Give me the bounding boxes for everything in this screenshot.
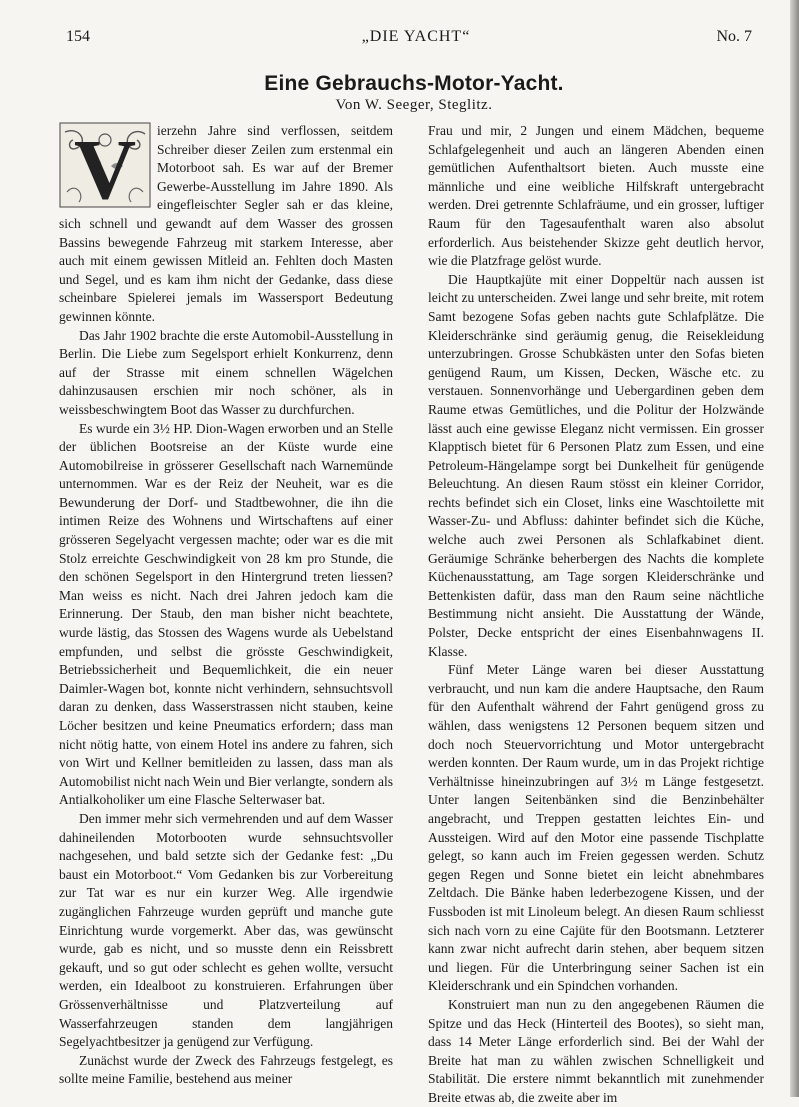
paragraph: Das Jahr 1902 brachte die erste Automobil-Ausstellung in Berlin. Die Liebe zum Segelsport erhielt Konkurrenz, denn auf der Strasse mit einem schnellen Wägelchen dahinzusausen erschien mir noch schöner, als in weissbeschwingtem Boot das Wasser zu durchfurchen. — [59, 327, 393, 417]
article-title: Eine Gebrauchs-Motor-Yacht. — [264, 72, 564, 95]
paragraph-text: ierzehn Jahre sind verflossen, seitdem Schreiber dieser Zeilen zum erstenmal ein Motorboot sah. Es war auf der Bremer Gewerbe-Ausstellung im Jahre 1890. Als eingefleischter Segler sah er das kleine, sich schnell und gewandt auf dem Wasser des grossen Bassins bewegende Fahrzeug mit starkem Interesse, aber auch mit einem gewissen Mitleid an. Fehlten doch Masten und Segel, und es kam ihm nicht der Gedanke, dass diese scheinbare Spielerei jemals im Wassersport Bedeutung gewinnen könnte. — [59, 123, 393, 324]
article-byline: Von W. Seeger, Steglitz. — [335, 97, 493, 113]
paragraph: Es wurde ein 3½ HP. Dion-Wagen erworben und an Stelle der üblichen Bootsreise an der Küste wurde eine Automobilreise in grösserer Gesellschaft nach Warnemünde unternommen. War es der Reiz der Neuheit, war es die Bewunderung der Dorf- und Stadtbewohner, die ihn die intimen Reize des Wohnens und Wirtschaftens auf einer grösseren Segelyacht vergessen machte; oder war es die mit Stolz erreichte Geschwindigkeit von 28 km pro Stunde, die den schönen Segelsport in den Hintergrund treten liessen? Man weiss es nicht. Nach drei Jahren jedoch kam die Erinnerung. Der Staub, den man bisher nicht beachtete, wurde lästig, das Stossen des Wagens wurde als Uebelstand empfunden, und selbst die grösste Geschwindigkeit, Betriebssicherheit und Bequemlichkeit, die ein neuer Daimler-Wagen bot, konnte nicht verhindern, sehnsuchtsvoll daran zu denken, dass Wasserstrassen nicht stauben, keine Löcher besitzen und keine Pneumatics erfordern; dass man nicht nötig hatte, von einem Hotel ins andere zu fahren, sich von Wirt und Kellner bemitleiden zu lassen, dass man als Automobilist nicht nach Wein und Bier verlangte, sondern als Antialkoholiker um eine Flasche Selterwaser bat. — [59, 420, 393, 808]
left-column — [59, 122, 393, 1089]
right-column — [428, 122, 764, 1107]
paragraph: Konstruiert man nun zu den angegebenen Räumen die Spitze und das Heck (Hinterteil des Bootes), so sieht man, dass 14 Meter Länge erforderlich sind. Bei der Wahl der Breite hat man zu wählen zwischen Schnelligkeit und Stabilität. Die erstere nimmt bekanntlich mit zunehmender Breite etwas ab, die zweite aber im — [428, 996, 764, 1105]
paragraph: Den immer mehr sich vermehrenden und auf dem Wasser dahineilenden Motorbooten wurde sehnsuchtsvoller nachgesehen, und bald setzte sich der Gedanke fest: „Du baust ein Motorboot.“ Vom Gedanken bis zur Vorbereitung zur Tat war es nur ein kurzer Weg. Alle irgendwie zugänglichen Fahrzeuge wurden geprüft und manche gute Einrichtung wurde vorgemerkt. Aber das, was gewünscht wurde, gab es nicht, und so musste denn ein Reissbrett gekauft, und so gut oder schlecht es gehen wollte, versucht werden, ein Idealboot zu konstruieren. Erfahrungen über Grössenverhältnisse und Platzverteilung auf Wasserfahrzeugen standen dem langjährigen Segelyachtbesitzer ja genügend zur Verfügung. — [59, 810, 393, 1050]
decorated-initial-v — [59, 122, 151, 208]
drop-cap-letter: V — [73, 122, 137, 208]
paragraph — [59, 122, 393, 327]
paragraph: Fünf Meter Länge waren bei dieser Ausstattung verbraucht, und nun kam die andere Hauptsache, den Raum für den Aufenthalt während der Fahrt genügend gross zu wählen, dass wenigstens 12 Personen bequem sitzen und doch noch Steuervorrichtung und Motor untergebracht werden konnten. Der Raum wurde, um in das Projekt richtige Verhältnisse hineinzubringen auf 3½ m Länge festgesetzt. Unter langen Seitenbänken sind die Benzinbehälter angebracht, und Treppen gestatten leichtes Ein- und Aussteigen. Wird auf den Motor eine passende Tischplatte gelegt, so kann auch im Freien gegessen werden. Schutz gegen Regen und Sonne bietet ein leicht abnehmbares Zeltdach. Die Bänke haben lederbezogene Kissen, und der Fussboden ist mit Linoleum belegt. An diesen Raum schliesst sich nach vorn zu eine Cajüte für den Bootsmann. Letzterer kann zwar nicht aufrecht darin stehen, aber bequem sitzen und liegen. Für die Unterbringung seiner Sachen ist ein Kleiderschrank und ein Spindchen vorhanden. — [428, 662, 764, 994]
running-header — [66, 28, 766, 48]
paragraph: Die Hauptkajüte mit einer Doppeltür nach aussen ist leicht zu unterscheiden. Zwei lange und sehr breite, mit rotem Samt bezogene Sofas geben nachts gute Schlafplätze. Die Kleiderschränke sind geräumig genug, die Reisekleidung unterzubringen. Grosse Schubkästen unter den Sofas bieten genügend Raum, um Kissen, Decken, Wäsche etc. zu verstauen. Sonnenvorhänge und Uebergardinen geben dem Raume etwas Gemütliches, und die Politur der Holzwände lässt auch eine gewisse Eleganz nicht vermissen. Ein grosser Klapptisch bietet für 6 Personen Platz zum Essen, und eine Petroleum-Hängelampe sorgt bei Dunkelheit für genügende Beleuchtung. An diesen Raum stösst ein kleiner Corridor, rechts befindet sich ein Closet, links eine Waschtoilette mit Wasser-Zu- und Abfluss: dahinter befindet sich die Küche, welche auch zwei Personen als Schlafkabinet dient. Geräumige Schränke beherbergen des Nachts die komplete Küchenausstattung, am Tage sorgen Kleiderschränke und Bettenkisten dafür, dass man den Raum seine nächtliche Bestimmung nicht ansieht. Die Ausstattung der Wände, Polster, Decke entspricht der eines Eisenbahnwagens II. Klasse. — [428, 271, 764, 659]
paragraph: Zunächst wurde der Zweck des Fahrzeugs festgelegt, es sollte meine Familie, bestehend aus meiner — [59, 1052, 393, 1087]
magazine-title: „DIE YACHT“ — [361, 28, 471, 45]
ornament-icon — [59, 122, 151, 208]
page-edge-shadow — [790, 0, 799, 1097]
page-number: 154 — [66, 28, 90, 45]
paragraph: Frau und mir, 2 Jungen und einem Mädchen, bequeme Schlafgelegenheit und auch an längeren Abenden einen gemütlichen Aufenthaltsort bieten. Auch musste eine männliche und eine weibliche Hilfskraft untergebracht werden. Drei getrennte Schlafräume, und ein grosser, luftiger Raum für den Tagesaufenthalt waren also absolut erforderlich. Aus beistehender Skizze geht deutlich hervor, wie die Platzfrage gelöst wurde. — [428, 123, 764, 269]
issue-number: No. 7 — [716, 28, 752, 45]
